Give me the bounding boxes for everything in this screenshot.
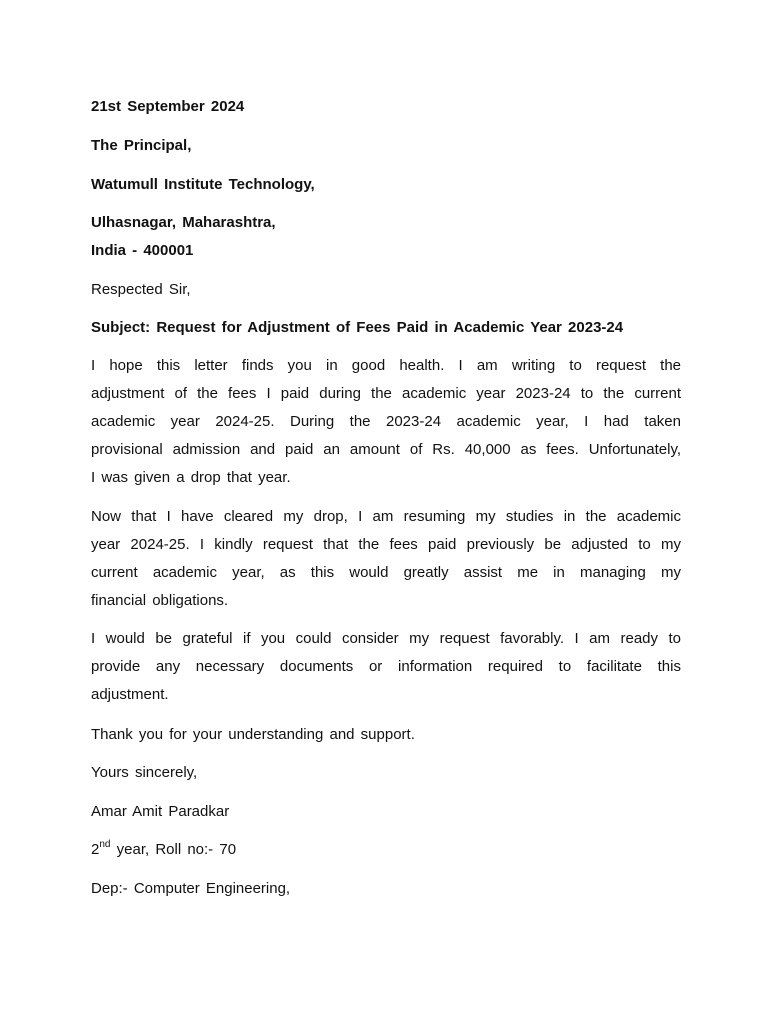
year-number: 2	[91, 841, 100, 858]
paragraph-line: I was given a drop that year.	[91, 469, 291, 486]
paragraph-line: academic year 2024-25. During the 2023-24 academic year, I had taken	[91, 413, 681, 430]
recipient-title: The Principal,	[91, 137, 192, 154]
paragraph-line: provisional admission and paid an amount of Rs. 40,000 as fees. Unfortunately,	[91, 441, 681, 458]
body-paragraph-3	[91, 625, 681, 709]
letter-date: 21st September 2024	[91, 98, 245, 115]
letter-subject: Subject: Request for Adjustment of Fees Paid in Academic Year 2023-24	[91, 319, 624, 336]
paragraph-line: current academic year, as this would greatly assist me in managing my	[91, 564, 681, 581]
recipient-institution: Watumull Institute Technology,	[91, 176, 315, 193]
paragraph-line: adjustment of the fees I paid during the academic year 2023-24 to the current	[91, 385, 681, 402]
recipient-country-pin: India - 400001	[91, 242, 194, 259]
sender-year-roll	[91, 841, 236, 859]
body-paragraph-1	[91, 352, 681, 492]
paragraph-line: year 2024-25. I kindly request that the fees paid previously be adjusted to my	[91, 536, 681, 553]
body-paragraph-2	[91, 503, 681, 615]
paragraph-line: I would be grateful if you could consider my request favorably. I am ready to	[91, 630, 681, 647]
recipient-city: Ulhasnagar, Maharashtra,	[91, 214, 276, 231]
salutation: Respected Sir,	[91, 281, 191, 298]
paragraph-line: adjustment.	[91, 686, 169, 703]
sender-department: Dep:- Computer Engineering,	[91, 880, 291, 897]
thanks-line: Thank you for your understanding and support.	[91, 726, 415, 743]
paragraph-line: I hope this letter finds you in good health. I am writing to request the	[91, 357, 681, 374]
sender-name: Amar Amit Paradkar	[91, 803, 230, 820]
paragraph-line: provide any necessary documents or information required to facilitate this	[91, 658, 681, 675]
paragraph-line: Now that I have cleared my drop, I am resuming my studies in the academic	[91, 508, 681, 525]
year-suffix: nd	[99, 839, 111, 850]
closing-line: Yours sincerely,	[91, 764, 198, 781]
year-roll-text: year, Roll no:- 70	[110, 841, 237, 858]
paragraph-line: financial obligations.	[91, 592, 229, 609]
